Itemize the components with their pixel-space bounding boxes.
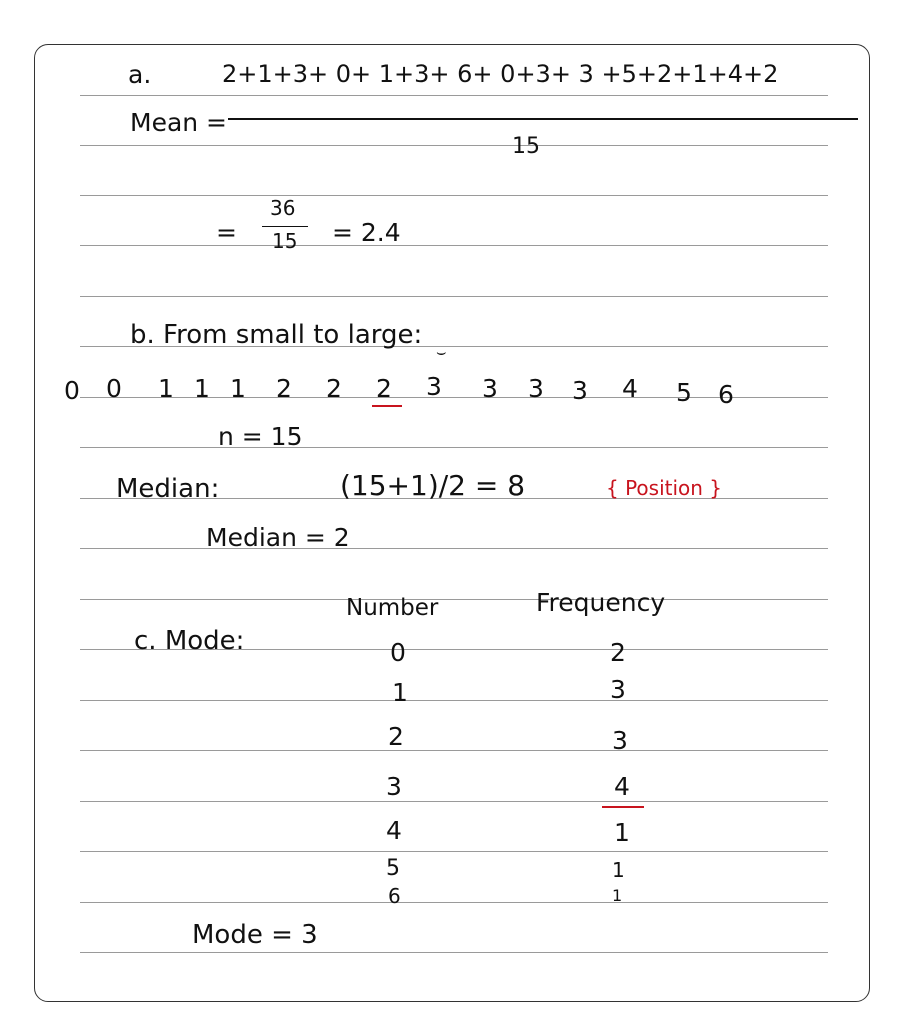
ruled-line bbox=[80, 902, 828, 903]
table-frequency: 1 bbox=[612, 858, 625, 882]
table-number: 3 bbox=[386, 772, 402, 801]
sorted-value: 1 bbox=[194, 374, 210, 403]
ruled-line bbox=[80, 296, 828, 297]
sorted-value: 6 bbox=[718, 380, 734, 409]
table-number: 0 bbox=[390, 638, 406, 667]
table-frequency: 1 bbox=[614, 818, 630, 847]
ruled-line bbox=[80, 145, 828, 146]
sorted-value: 0 bbox=[106, 374, 122, 403]
part-b-heading: b. From small to large: bbox=[130, 320, 423, 350]
ruled-line bbox=[80, 95, 828, 96]
sorted-value: 2 bbox=[276, 374, 292, 403]
median-result: Median = 2 bbox=[206, 523, 350, 552]
sum-denominator: 15 bbox=[512, 134, 540, 159]
mean-label: Mean = bbox=[130, 108, 228, 137]
col-number-header: Number bbox=[346, 595, 439, 621]
sorted-value: 3 bbox=[528, 374, 544, 403]
table-number: 2 bbox=[388, 722, 404, 751]
ruled-line bbox=[80, 245, 828, 246]
sorted-value: 3 bbox=[572, 376, 588, 405]
table-number: 6 bbox=[388, 884, 401, 908]
table-frequency: 3 bbox=[610, 675, 626, 704]
sorted-value: 3 bbox=[482, 374, 498, 403]
fraction-denominator: 15 bbox=[272, 229, 298, 253]
caret-mark: ⌣ bbox=[436, 342, 447, 361]
table-number: 4 bbox=[386, 816, 402, 845]
median-label: Median: bbox=[116, 474, 220, 504]
mode-frequency-underline bbox=[602, 806, 644, 808]
table-frequency: 3 bbox=[612, 726, 628, 755]
median-underline bbox=[372, 405, 402, 407]
ruled-line bbox=[80, 447, 828, 448]
col-frequency-header: Frequency bbox=[536, 588, 666, 617]
ruled-line bbox=[80, 397, 828, 398]
sorted-value: 3 bbox=[426, 372, 442, 401]
ruled-line bbox=[80, 801, 828, 802]
ruled-line bbox=[80, 195, 828, 196]
fraction-bar bbox=[262, 226, 308, 227]
ruled-line bbox=[80, 700, 828, 701]
sorted-value: 5 bbox=[676, 378, 692, 407]
mean-fraction-bar bbox=[228, 118, 858, 120]
sorted-value: 2 bbox=[326, 374, 342, 403]
table-number: 5 bbox=[386, 856, 400, 881]
mode-result: Mode = 3 bbox=[192, 920, 318, 950]
ruled-line bbox=[80, 750, 828, 751]
sorted-value: 1 bbox=[158, 374, 174, 403]
mean-eq-sign: = bbox=[216, 218, 237, 247]
table-frequency: 1 bbox=[612, 886, 623, 905]
n-count: n = 15 bbox=[218, 422, 303, 451]
table-number: 1 bbox=[392, 678, 408, 707]
notebook-page bbox=[34, 44, 870, 1002]
ruled-line bbox=[80, 952, 828, 953]
sorted-value: 0 bbox=[64, 376, 80, 405]
ruled-line bbox=[80, 851, 828, 852]
mean-result: = 2.4 bbox=[332, 218, 401, 247]
ruled-line bbox=[80, 599, 828, 600]
table-frequency: 2 bbox=[610, 638, 626, 667]
table-frequency-max: 4 bbox=[614, 772, 630, 801]
ruled-line bbox=[80, 548, 828, 549]
position-note: { Position } bbox=[606, 476, 723, 500]
sum-numerator: 2+1+3+ 0+ 1+3+ 6+ 0+3+ 3 +5+2+1+4+2 bbox=[222, 60, 779, 88]
median-position: (15+1)/2 = 8 bbox=[340, 469, 526, 502]
fraction-numerator: 36 bbox=[270, 196, 296, 220]
part-c-label: c. Mode: bbox=[134, 626, 245, 656]
part-a-label: a. bbox=[128, 60, 152, 89]
sorted-value: 4 bbox=[622, 374, 638, 403]
sorted-value: 1 bbox=[230, 374, 246, 403]
sorted-value-median: 2 bbox=[376, 374, 392, 403]
